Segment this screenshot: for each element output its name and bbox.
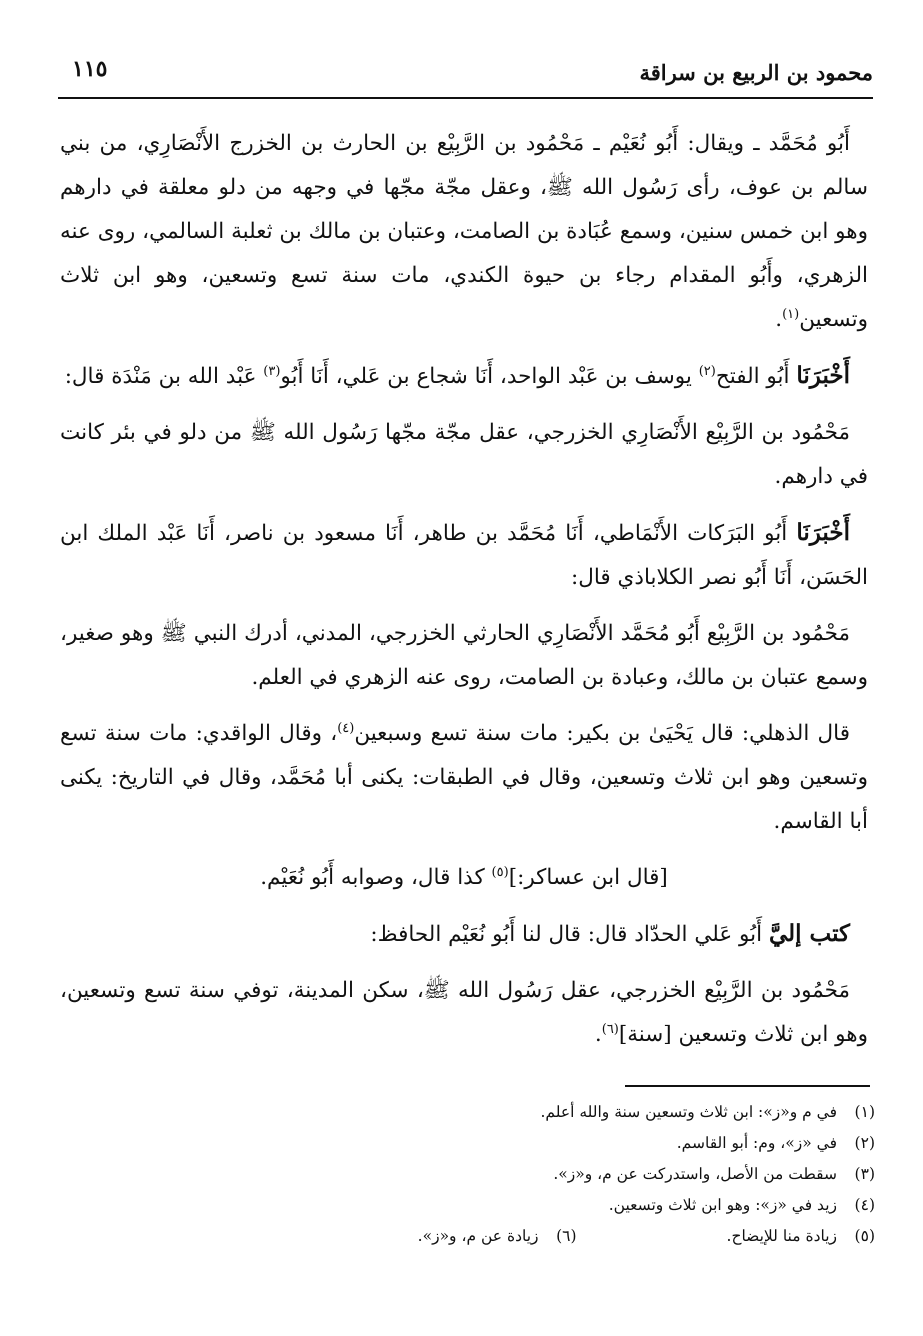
footnote-text: سقطت من الأصل، واستدركت عن م، و«ز».: [553, 1165, 837, 1183]
paragraph-8-lead: كتب إليَّ: [768, 920, 850, 947]
footnote-number: (٢): [854, 1134, 875, 1152]
paragraph-9-text: مَحْمُود بن الرَّبِيْع الخزرجي، عقل رَسُول الله ﷺ، سكن المدينة، توفي سنة تسع وتسعين، وهو ابن ثلاث وتسعين [سنة]: [60, 978, 868, 1047]
main-text: [60, 122, 868, 1069]
header-divider: [58, 97, 873, 99]
footnote-text: في «ز»، وم: أبو القاسم.: [676, 1134, 837, 1152]
paragraph-5: [60, 612, 868, 700]
footnote-text: في م و«ز»: ابن ثلاث وتسعين سنة والله أعلم.: [540, 1103, 837, 1121]
footnotes: [60, 1097, 875, 1252]
footnote-number: (٣): [854, 1165, 875, 1183]
footnote-row: [60, 1190, 875, 1221]
footnote-ref-2: (٢): [698, 363, 716, 379]
paragraph-4-lead: أَخْبَرَنَا: [796, 519, 850, 546]
paragraph-5-text: مَحْمُود بن الرَّبِيْع أَبُو مُحَمَّد الأَنْصَارِي الحارثي الخزرجي، المدني، أدرك النبي ﷺ وهو صغير، وسمع عتبان بن مالك، وعبادة بن الصامت، روى عنه الزهري في العلم.: [60, 621, 868, 690]
footnote-row: [60, 1128, 875, 1159]
paragraph-2-text-a: أَبُو الفتح: [715, 364, 790, 389]
paragraph-3-text: مَحْمُود بن الرَّبِيْع الأَنْصَارِي الخزرجي، عقل مجّة مجّها رَسُول الله ﷺ من دلو في بئر كانت في دارهم.: [60, 420, 868, 489]
paragraph-6: [60, 712, 868, 844]
paragraph-6-text-a: قال الذهلي: قال يَحْيَىٰ بن بكير: مات سنة تسع وسبعين: [354, 721, 850, 746]
footnote-3: [553, 1159, 875, 1190]
paragraph-2-lead: أَخْبَرَنَا: [796, 362, 850, 389]
paragraph-7-text-b: كذا قال، وصوابه أَبُو نُعَيْم.: [260, 865, 485, 890]
footnote-ref-6: (٦): [601, 1021, 619, 1037]
paragraph-9: [60, 969, 868, 1057]
paragraph-8-text: أَبُو عَلي الحدّاد قال: قال لنا أَبُو نُعَيْم الحافظ:: [370, 922, 763, 947]
paragraph-7-text-a: [قال ابن عساكر:]: [508, 865, 668, 890]
paragraph-2: [60, 354, 868, 399]
footnote-number: (١): [854, 1103, 875, 1121]
footnote-text: زيادة عن م، و«ز».: [417, 1227, 539, 1245]
paragraph-4: [60, 511, 868, 600]
footnote-row: [60, 1097, 875, 1128]
paragraph-2-text-c: عَبْد الله بن مَنْدَة قال:: [64, 364, 257, 389]
paragraph-1-text: أَبُو مُحَمَّد ـ ويقال: أَبُو نُعَيْم ـ مَحْمُود بن الرَّبِيْع بن الحارث بن الخزرج الأَنْصَارِي، من بني سالم بن عوف، رأى رَسُول الله ﷺ، وعقل مجّة مجّها في وجهه من دلو معلقة في دارهم وهو ابن خمس سنين، وسمع عُبَادة بن الصامت، وعتبان بن مالك بن ثعلبة السالمي، روى عنه الزهري، وأَبُو المقدام رجاء بن حيوة الكندي، مات سنة تسع وتسعين، وهو ابن ثلاث وتسعين: [60, 131, 868, 332]
footnote-ref-5: (٥): [491, 864, 509, 880]
footnote-text: زيد في «ز»: وهو ابن ثلاث وتسعين.: [608, 1196, 837, 1214]
footnote-number: (٥): [854, 1227, 875, 1245]
footnote-5: [727, 1221, 875, 1252]
footnote-ref-1: (١): [782, 306, 800, 322]
paragraph-1-end: .: [775, 307, 783, 332]
paragraph-6-text-b: ، وقال الواقدي: مات سنة تسع وتسعين وهو ابن ثلاث وتسعين، وقال في الطبقات: يكنى أبا مُحَمَّد، وقال في التاريخ: يكنى أبا القاسم.: [60, 721, 868, 834]
footnote-6: [418, 1221, 577, 1252]
paragraph-9-end: .: [594, 1022, 602, 1047]
footnote-2: [677, 1128, 875, 1159]
footnote-row: [60, 1221, 875, 1252]
footnote-divider: [625, 1085, 870, 1087]
footnote-1: [540, 1097, 875, 1128]
paragraph-1: [60, 122, 868, 342]
paragraph-7: [60, 856, 868, 900]
footnote-row: [60, 1159, 875, 1190]
paragraph-8: [60, 912, 868, 957]
footnote-ref-4: (٤): [337, 720, 355, 736]
footnote-text: زيادة منا للإيضاح.: [726, 1227, 837, 1245]
paragraph-3: [60, 411, 868, 499]
footnote-number: (٦): [556, 1227, 577, 1245]
page-number: ١١٥: [72, 56, 108, 82]
footnote-4: [609, 1190, 875, 1221]
paragraph-4-text: أَبُو البَرَكات الأَنْمَاطي، أَنَا مُحَمَّد بن طاهر، أَنَا مسعود بن ناصر، أَنَا عَبْد الملك ابن الحَسَن، أَنَا أَبُو نصر الكلاباذي قال:: [60, 521, 868, 590]
footnote-ref-3: (٣): [263, 363, 281, 379]
footnote-number: (٤): [854, 1196, 875, 1214]
paragraph-2-text-b: يوسف بن عَبْد الواحد، أَنَا شجاع بن عَلي، أَنَا أَبُو: [280, 364, 692, 389]
running-header-title: محمود بن الربيع بن سراقة: [639, 60, 873, 85]
